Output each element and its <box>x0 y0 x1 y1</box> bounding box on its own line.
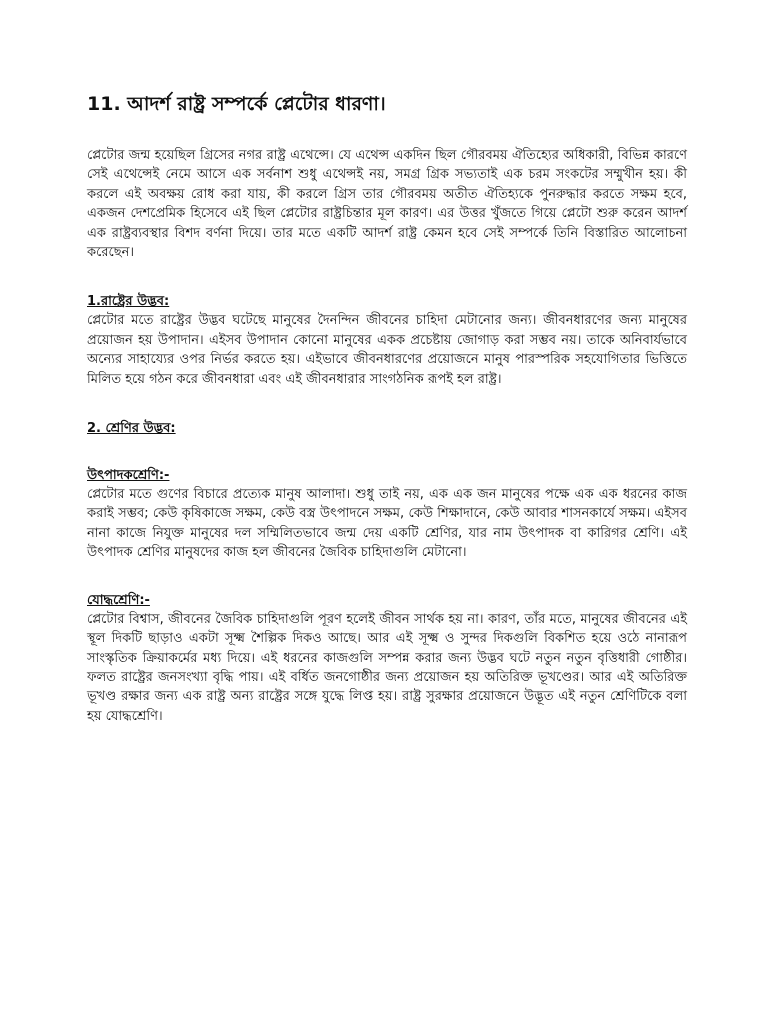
spacer <box>87 389 687 419</box>
section-heading-origin-of-state: 1.রাষ্ট্রের উদ্ভব: <box>87 294 170 310</box>
warrior-class-paragraph: প্লেটোর বিশ্বাস, জীবনের জৈবিক চাহিদাগুলি পূরণ হলেই জীবন সার্থক হয় না। কারণ, তাঁর মতে, মানুষের জীবনের এই স্থূল দিকটি ছাড়াও একটা সূক্ষ্ম শৈল্পিক দিকও আছে। আর এই সূক্ষ্ম ও সুন্দর দিকগুলি বিকশিত হয়ে ওঠে নানারূপ সাংস্কৃতিক ক্রিয়াকর্মের মধ্য দিয়ে। এই ধরনের কাজগুলি সম্পন্ন করার জন্য উদ্ভব ঘটে নতুন নতুন বৃত্তিধারী গোষ্ঠীর। ফলত রাষ্ট্রের জনসংখ্যা বৃদ্ধি পায়। এই বর্ধিত জনগোষ্ঠীর জন্য প্রয়োজন হয় অতিরিক্ত ভূখণ্ডের। আর এই অতিরিক্ত ভূখণ্ড রক্ষার জন্য এক রাষ্ট্র অন্য রাষ্ট্রের সঙ্গে যুদ্ধে লিপ্ত হয়। রাষ্ট্র সুরক্ষার প্রয়োজনে উদ্ভূত এই নতুন শ্রেণিটিকে বলা হয় যোদ্ধশ্রেণি। <box>87 611 687 724</box>
document-page <box>87 92 687 726</box>
spacer <box>87 262 687 292</box>
spacer <box>87 438 687 466</box>
origin-of-state-paragraph: প্লেটোর মতে রাষ্ট্রের উদ্ভব ঘটেছে মানুষের দৈনন্দিন জীবনের চাহিদা মেটানোর জন্য। জীবনধারণের জন্য মানুষের প্রয়োজন হয় উপাদান। এইসব উপাদান কোনো মানুষের একক প্রচেষ্টায় জোগাড় করা সম্ভব নয়। তাকে অনিবার্যভাবে অন্যের সাহায্যের ওপর নির্ভর করতে হয়। এইভাবে জীবনধারণের প্রয়োজনে মানুষ পারস্পরিক সহযোগিতার ভিত্তিতে মিলিত হয়ে গঠন করে জীবনধারা এবং এই জীবনধারার সাংগঠনিক রূপই হল রাষ্ট্র। <box>87 313 687 387</box>
intro-paragraph: প্লেটোর জন্ম হয়েছিল গ্রিসের নগর রাষ্ট্র এথেন্সে। যে এথেন্স একদিন ছিল গৌরবময় ঐতিহ্যের অধিকারী, বিভিন্ন কারণে সেই এথেন্সেই নেমে আসে এক সর্বনাশ শুধু এথেন্সই নয়, সমগ্র গ্রিক সভ্যতাই এক চরম সংকটের সম্মুখীন হয়। কী করলে এই অবক্ষয় রোধ করা যায়, কী করলে গ্রিস তার গৌরবময় অতীত ঐতিহ্যকে পুনরুদ্ধার করতে সক্ষম হবে, একজন দেশপ্রেমিক হিসেবে এই ছিল প্লেটোর রাষ্ট্রচিন্তার মূল কারণ। এর উত্তর খুঁজতে গিয়ে প্লেটো শুরু করেন আদর্শ এক রাষ্ট্রব্যবস্থার বিশদ বর্ণনা দিয়ে। তার মতে একটি আদর্শ রাষ্ট্র কেমন হবে সেই সম্পর্কে তিনি বিস্তারিত আলোচনা করেছেন। <box>87 148 687 261</box>
subheading-producer-class: উৎপাদকশ্রেণি:- <box>87 468 170 484</box>
section-heading-origin-of-classes: 2. শ্রেণির উদ্ভব: <box>87 421 176 437</box>
spacer <box>87 563 687 591</box>
subheading-warrior-class: যোদ্ধশ্রেণি:- <box>87 592 150 608</box>
document-title: 11. আদর্শ রাষ্ট্র সম্পর্কে প্লেটোর ধারণা। <box>87 93 386 115</box>
producer-class-paragraph: প্লেটোর মতে গুণের বিচারে প্রত্যেক মানুষ আলাদা। শুধু তাই নয়, এক এক জন মানুষের পক্ষে এক এক ধরনের কাজ করাই সম্ভব; কেউ কৃষিকাজে সক্ষম, কেউ বস্ত্র উৎপাদনে সক্ষম, কেউ শিক্ষাদানে, কেউ আবার শাসনকার্যে সক্ষম। এইসব নানা কাজে নিযুক্ত মানুষের দল সম্মিলিতভাবে জন্ম দেয় একটি শ্রেণির, যার নাম উৎপাদক বা কারিগর শ্রেণি। এই উৎপাদক শ্রেণির মানুষদের কাজ হল জীবনের জৈবিক চাহিদাগুলি মেটানো। <box>87 487 687 561</box>
